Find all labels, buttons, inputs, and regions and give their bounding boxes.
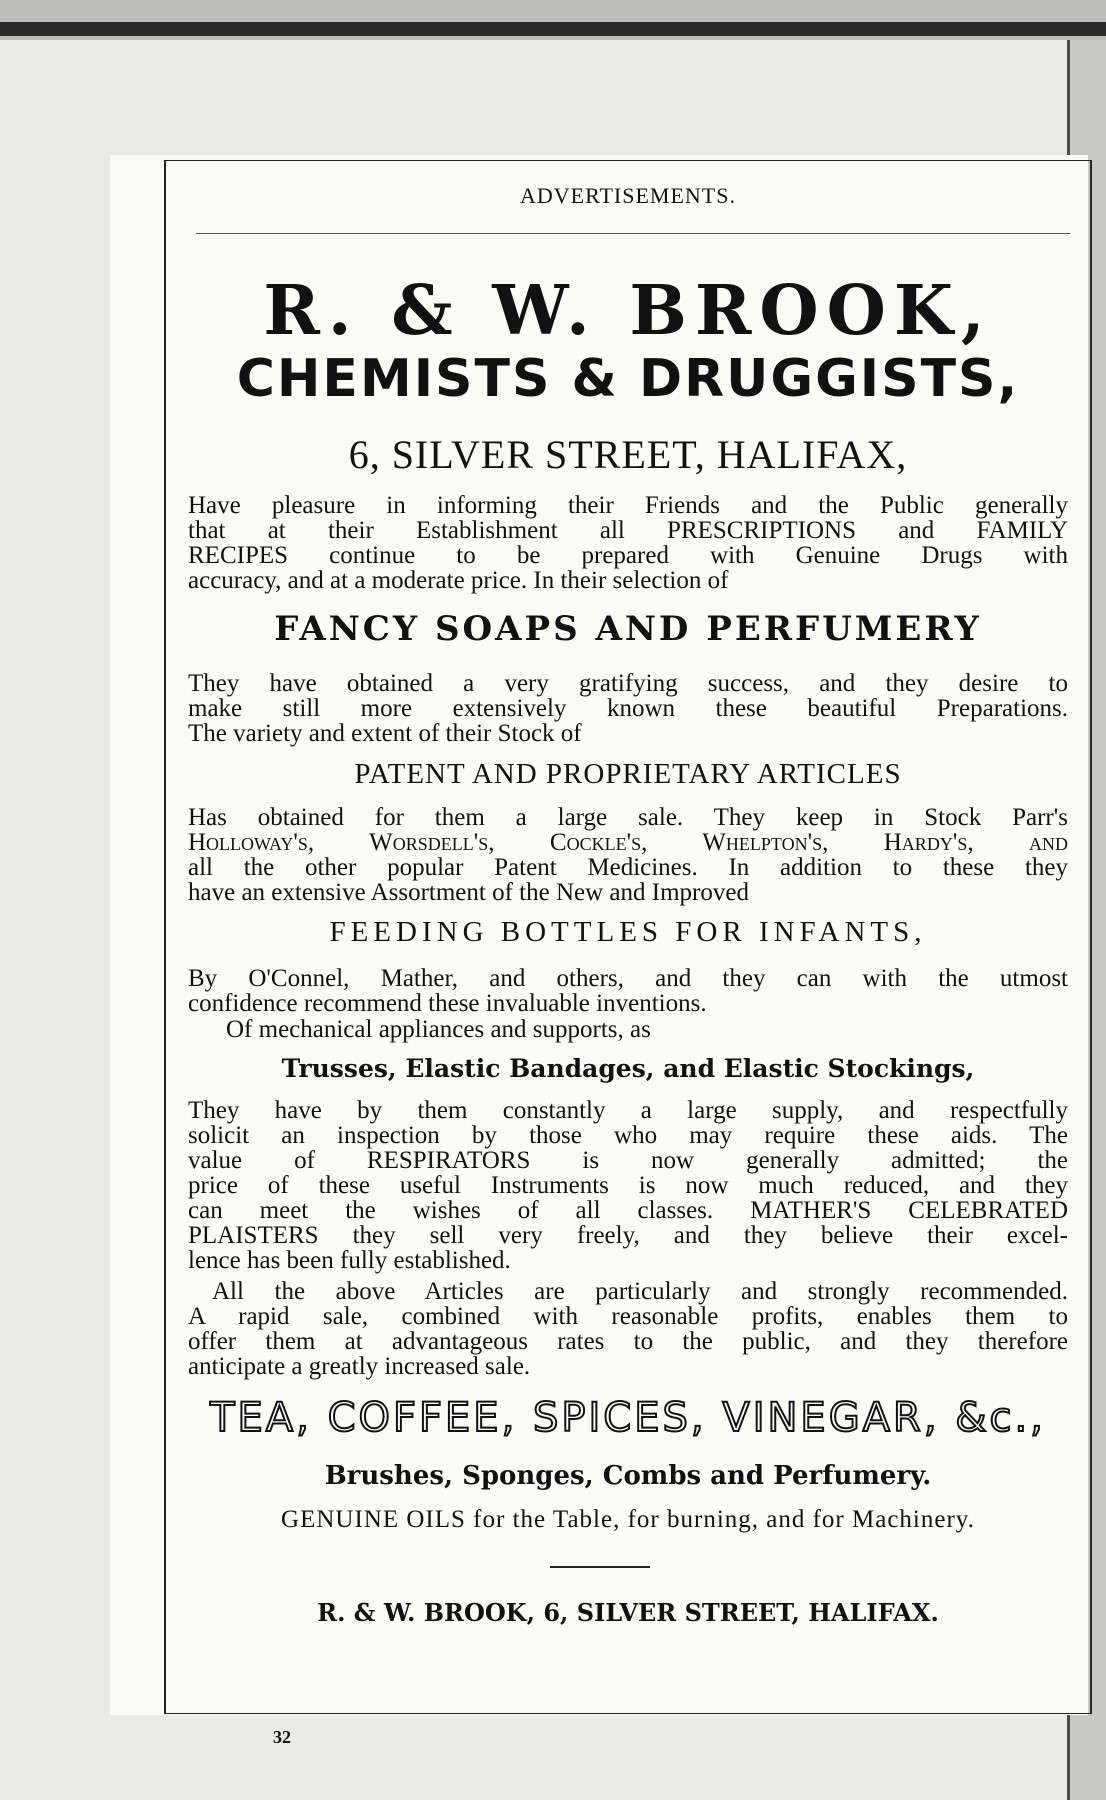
- genuine-oils-line: GENUINE OILS for the Table, for burning, and for Machinery.: [281, 1506, 975, 1533]
- para1-line: accuracy, and at a moderate price. In their selection of: [188, 567, 729, 594]
- para4-line: Of mechanical appliances and supports, as: [226, 1016, 651, 1043]
- heading-trusses: Trusses, Elastic Bandages, and Elastic Stockings,: [281, 1054, 975, 1083]
- para2-line: They have obtained a very gratifying success, and they desire to: [188, 670, 1068, 697]
- para1-line: RECIPES continue to be prepared with Genuine Drugs with: [188, 542, 1068, 569]
- para5-line: lence has been fully established.: [188, 1247, 511, 1274]
- para5-line: solicit an inspection by those who may require these aids. The: [188, 1122, 1068, 1149]
- para4-line: By O'Connel, Mather, and others, and they can with the utmost: [188, 965, 1068, 992]
- page-number: 32: [273, 1727, 291, 1747]
- para1-line: Have pleasure in informing their Friends and the Public generally: [188, 492, 1068, 519]
- para4-line: confidence recommend these invaluable inventions.: [188, 990, 707, 1017]
- footer-short-rule: [550, 1566, 650, 1568]
- book-spine-shadow: [0, 22, 1106, 36]
- header-rule: [196, 233, 1070, 234]
- para5-line: PLAISTERS they sell very freely, and they believe their excel-: [188, 1222, 1068, 1249]
- footer-address: R. & W. BROOK, 6, SILVER STREET, HALIFAX.: [317, 1598, 939, 1627]
- para3-line: all the other popular Patent Medicines. In addition to these they: [188, 854, 1068, 881]
- firm-trade: CHEMISTS & DRUGGISTS,: [236, 349, 1020, 409]
- para6-line: anticipate a greatly increased sale.: [188, 1353, 531, 1380]
- para3-line: Holloway's, Worsdell's, Cockle's, Whelpton's, Hardy's, and: [188, 829, 1068, 856]
- para6-line: A rapid sale, combined with reasonable profits, enables them to: [188, 1303, 1068, 1330]
- para2-line: The variety and extent of their Stock of: [188, 720, 582, 747]
- advertisement-frame: [164, 160, 1092, 1714]
- para5-line: They have by them constantly a large supply, and respectfully: [188, 1097, 1068, 1124]
- para1-line: that at their Establishment all PRESCRIPTIONS and FAMILY: [188, 517, 1068, 544]
- heading-feeding-bottles: FEEDING BOTTLES FOR INFANTS,: [329, 916, 927, 948]
- para5-line: price of these useful Instruments is now much reduced, and they: [188, 1172, 1068, 1199]
- para6-line: All the above Articles are particularly and strongly recommended.: [212, 1278, 1068, 1305]
- heading-fancy-soaps: FANCY SOAPS AND PERFUMERY: [274, 609, 982, 649]
- para3-line: Has obtained for them a large sale. They keep in Stock Parr's: [188, 804, 1068, 831]
- para5-line: value of RESPIRATORS is now generally admitted; the: [188, 1147, 1068, 1174]
- book-top-edge: [0, 0, 1106, 40]
- firm-address: 6, SILVER STREET, HALIFAX,: [348, 432, 908, 477]
- para6-line: offer them at advantageous rates to the public, and they therefore: [188, 1328, 1068, 1355]
- firm-name: R. & W. BROOK,: [263, 271, 993, 351]
- page-header: ADVERTISEMENTS.: [520, 183, 736, 208]
- heading-tea-coffee: TEA, COFFEE, SPICES, VINEGAR, &c.,: [210, 1395, 1046, 1441]
- heading-patent-articles: PATENT AND PROPRIETARY ARTICLES: [354, 758, 902, 790]
- heading-brushes: Brushes, Sponges, Combs and Perfumery.: [324, 1461, 932, 1491]
- para2-line: make still more extensively known these beautiful Preparations.: [188, 695, 1068, 722]
- para3-line: have an extensive Assortment of the New and Improved: [188, 879, 749, 906]
- para5-line: can meet the wishes of all classes. MATHER'S CELEBRATED: [188, 1197, 1068, 1224]
